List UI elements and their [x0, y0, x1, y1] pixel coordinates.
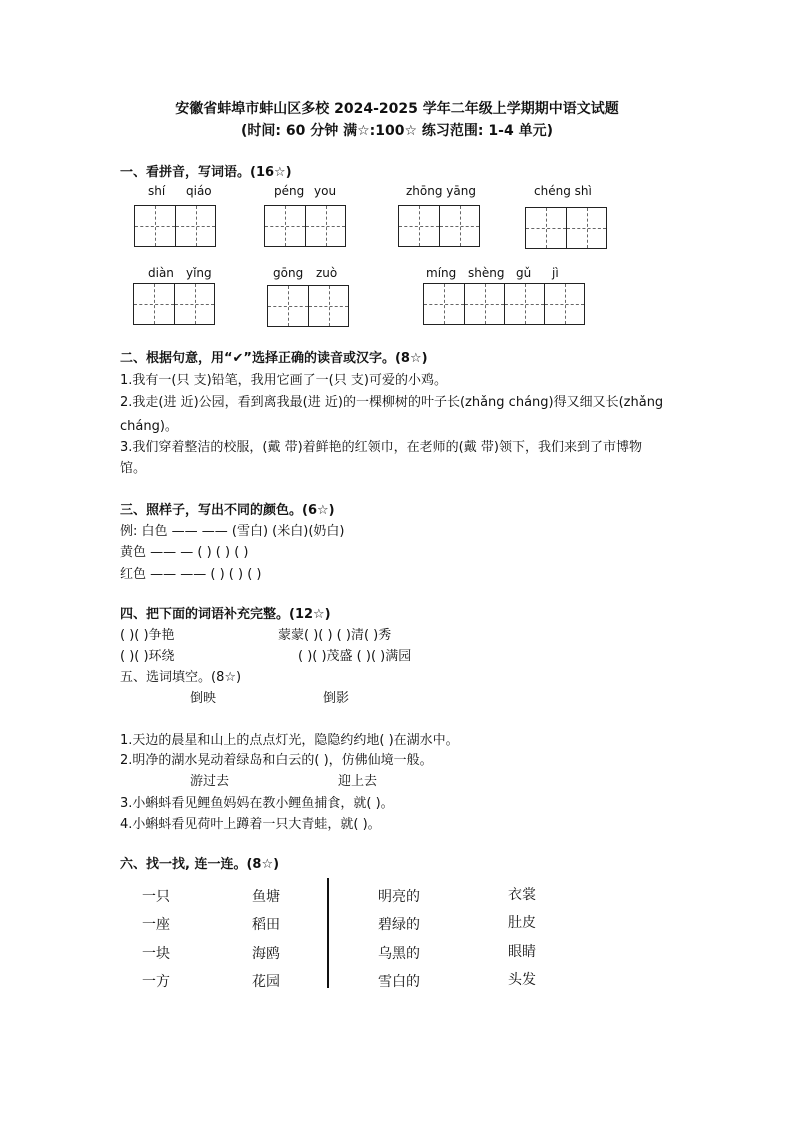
question-line: 馆。: [120, 461, 147, 476]
match-item[interactable]: 稻田: [252, 917, 280, 933]
pinyin: shí: [148, 184, 166, 198]
question-line: 2.明净的湖水晃动着绿岛和白云的( )，仿佛仙境一般。: [120, 753, 433, 768]
match-item[interactable]: 一座: [142, 917, 170, 933]
match-item[interactable]: 雪白的: [378, 974, 420, 990]
question-line: 3.我们穿着整洁的校服，(戴 带)着鲜艳的红领巾，在老师的(戴 带)领下，我们来到了市博物: [120, 440, 642, 455]
question-line: ( )( )环绕: [120, 649, 175, 664]
page-title: 安徽省蚌埠市蚌山区多校 2024-2025 学年二年级上学期期中语文试题: [175, 101, 619, 117]
pinyin: zuò: [316, 266, 338, 280]
question-line: 4.小蝌蚪看见荷叶上蹲着一只大青蛙，就( )。: [120, 817, 381, 832]
match-item[interactable]: 一块: [142, 946, 170, 962]
match-item[interactable]: 一只: [142, 889, 170, 905]
match-item[interactable]: 衣裳: [508, 887, 536, 903]
question-line: 2.我走(进 近)公园，看到离我最(进 近)的一棵柳树的叶子长(zhǎng cháng)得又细又长(zhǎng: [120, 395, 664, 410]
match-item[interactable]: 碧绿的: [378, 917, 420, 933]
question-line: 3.小蝌蚪看见鲤鱼妈妈在教小鲤鱼捕食，就( )。: [120, 796, 394, 811]
writing-grid[interactable]: [398, 205, 480, 247]
pinyin: jì: [552, 266, 559, 280]
writing-grid[interactable]: [134, 205, 216, 247]
match-item[interactable]: 海鸥: [252, 946, 280, 962]
pinyin: diàn: [148, 266, 174, 280]
question-line: ( )( )茂盛 ( )( )满园: [298, 649, 412, 664]
pinyin: shèng: [468, 266, 505, 280]
pinyin: gōng: [273, 266, 304, 280]
question-line: cháng)。: [120, 419, 178, 434]
section-1-heading: 一、看拼音，写词语。(16☆): [120, 165, 292, 180]
match-item[interactable]: 肚皮: [508, 915, 536, 931]
pinyin: míng: [426, 266, 457, 280]
writing-grid[interactable]: [264, 205, 346, 247]
writing-grid[interactable]: [133, 283, 215, 325]
word-choice: 迎上去: [338, 774, 378, 789]
section-6-heading: 六、找一找, 连一连。(8☆): [120, 857, 280, 872]
question-line: 1.天边的晨星和山上的点点灯光，隐隐约约地( )在湖水中。: [120, 733, 459, 748]
pinyin: yǐng: [186, 266, 212, 280]
word-choice: 倒影: [323, 691, 350, 706]
question-line: 蒙蒙( )( ) ( )清( )秀: [278, 628, 392, 643]
pinyin: qiáo: [186, 184, 212, 198]
page-subtitle: (时间: 60 分钟 满☆:100☆ 练习范围: 1-4 单元): [241, 123, 553, 139]
pinyin: gǔ: [516, 266, 532, 280]
section-3-heading: 三、照样子，写出不同的颜色。(6☆): [120, 503, 335, 518]
pinyin: zhōng yāng: [406, 184, 476, 198]
writing-grid[interactable]: [525, 207, 607, 249]
section-5-heading: 五、选词填空。(8☆): [120, 670, 242, 685]
word-choice: 游过去: [190, 774, 230, 789]
question-line: ( )( )争艳: [120, 628, 175, 643]
match-item[interactable]: 头发: [508, 972, 536, 988]
pinyin: you: [314, 184, 337, 198]
question-line: 红色 —— —— ( ) ( ) ( ): [120, 567, 262, 582]
question-line: 1.我有一(只 支)铅笔，我用它画了一(只 支)可爱的小鸡。: [120, 373, 447, 388]
word-choice: 倒映: [190, 691, 217, 706]
writing-grid[interactable]: [267, 285, 349, 327]
match-item[interactable]: 乌黑的: [378, 946, 420, 962]
match-item[interactable]: 一方: [142, 974, 170, 990]
match-item[interactable]: 鱼塘: [252, 889, 280, 905]
pinyin: péng: [274, 184, 305, 198]
question-line: 黄色 —— — ( ) ( ) ( ): [120, 545, 249, 560]
match-item[interactable]: 明亮的: [378, 889, 420, 905]
pinyin: chéng shì: [534, 184, 592, 198]
writing-grid[interactable]: [423, 283, 585, 325]
match-item[interactable]: 眼睛: [508, 944, 536, 960]
section-4-heading: 四、把下面的词语补充完整。(12☆): [120, 607, 331, 622]
section-2-heading: 二、根据句意，用“✔”选择正确的读音或汉字。(8☆): [120, 351, 428, 366]
column-divider: [327, 878, 329, 988]
example-line: 例: 白色 —— —— (雪白) (米白)(奶白): [120, 524, 345, 539]
match-item[interactable]: 花园: [252, 974, 280, 990]
